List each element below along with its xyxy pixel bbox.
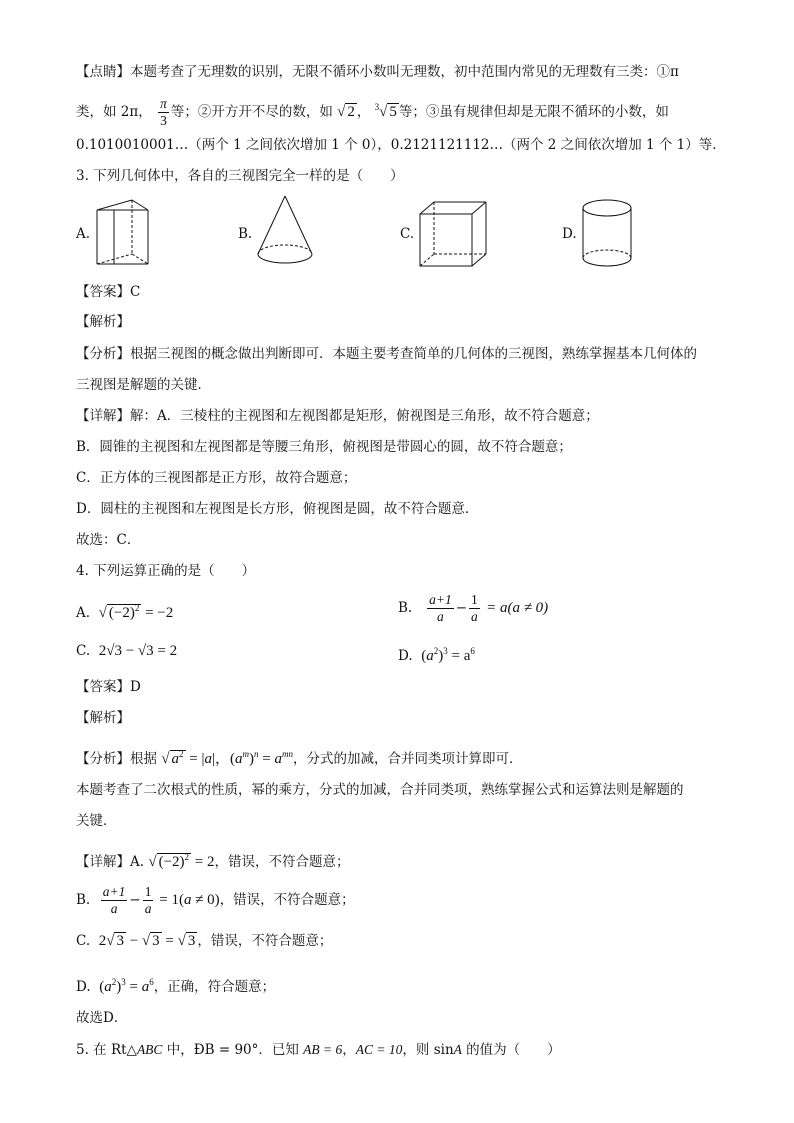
note-text-a: 类，如 2π， [76, 104, 152, 120]
q3-option-d-label: D. [562, 226, 577, 242]
q3-detail-d: D．圆柱的主视图和左视图是长方形，俯视图是圆，故不符合题意． [76, 501, 479, 517]
q4-analysis-label: 【解析】 [76, 710, 130, 726]
question-3-stem: 3. 下列几何体中，各自的三视图完全一样的是（ ） [76, 168, 404, 184]
q4-detail-b: B. $\frac{a+1}{a}$ − $\frac{1}{a}$ = 1(a ≠ 0)，错误，不符合题意； [76, 884, 355, 916]
question-5-stem: 5. 在 Rt△ABC 中，ÐB = 90°．已知 AB = 6，AC = 10，则 sinA 的值为（ ） [76, 1042, 561, 1058]
note-line-1 [76, 62, 679, 82]
q3-option-b-label: B. [238, 226, 253, 242]
q4-option-b: B. $\frac{a+1}{a}$ − $\frac{1}{a}$ = a(a ≠ 0) [398, 592, 549, 624]
q3-answer: 【答案】C [76, 284, 141, 300]
q3-detail-b: B．圆锥的主视图和左视图都是等腰三角形，俯视图是带圆心的圆，故不符合题意； [76, 439, 572, 455]
note-bracket: 【点睛】 [76, 64, 130, 80]
question-4-stem: 4. 下列运算正确的是（ ） [76, 563, 256, 579]
cbrt-5: $^3$√ 5 [374, 102, 397, 120]
note-text-c: 等；③虽有规律但却是无限不循环的小数，如 [398, 104, 669, 120]
q4-detail-a: 【详解】A. √ $(-2)^2 = 2$，错误，不符合题意； [76, 852, 350, 870]
q3-detail-c: C．正方体的三视图都是正方形，故符合题意； [76, 470, 357, 486]
q4-option-a: A. √ $(-2)^2 = -2$ [76, 603, 174, 621]
triangular-prism-figure [92, 196, 154, 268]
q3-conclusion: 故选：C． [76, 532, 141, 548]
q4-summary-2: 关键． [76, 813, 117, 829]
q3-option-a-label: A. [76, 226, 91, 242]
note-text-b: 等；②开方开不尽的数，如 [170, 104, 333, 120]
sqrt-2: √ 2 [337, 104, 355, 120]
q4-fenxi: 【分析】根据 √ $a^2 = |a|$，$(a^m)^n = a^{mn}$，分式的加减，合并同类项计算即可． [76, 749, 523, 767]
q4-summary-1: 本题考查了二次根式的性质，幂的乘方，分式的加减，合并同类项，熟练掌握公式和运算法则是解题的 [76, 782, 684, 798]
note-line-3: 0.1010010001…（两个 1 之间依次增加 1 个 0），0.2121121112…（两个 2 之间依次增加 1 个 1）等． [76, 137, 726, 153]
q4-conclusion: 故选D． [76, 1010, 128, 1026]
q3-fenxi: 【分析】根据三视图的概念做出判断即可．本题主要考查简单的几何体的三视图，熟练掌握基本几何体的 [76, 346, 697, 362]
q4-option-c: C. 2√3 − √3 = 2 [76, 643, 178, 659]
q3-analysis-label: 【解析】 [76, 314, 130, 330]
fraction-pi-over-3: $\frac{\pi}{3}$ [160, 96, 167, 128]
q3-option-c-label: C. [400, 226, 415, 242]
q4-option-d: D. $(a^2)^3 = a^6$ [398, 646, 475, 664]
q4-detail-c: C. 2√ 3 − √ 3 = √ 3 ，错误，不符合题意； [76, 933, 333, 949]
note-line-2: 类，如 2π， $\frac{\pi}{3}$ 等；②开方开不尽的数，如 √ 2 ， $^3$√ 5 等；③虽有规律但却是无限不循环的小数，如 [76, 96, 669, 128]
q4-detail-d: D. $(a^2)^3 = a^6$，正确，符合题意； [76, 977, 276, 995]
cylinder-figure [580, 196, 636, 272]
cone-figure [254, 192, 316, 272]
cube-figure [416, 198, 488, 270]
q4-answer: 【答案】D [76, 679, 141, 695]
q3-detail-a: 【详解】解：A．三棱柱的主视图和左视图都是矩形，俯视图是三角形，故不符合题意； [76, 408, 599, 424]
q3-fenxi-2: 三视图是解题的关键． [76, 377, 211, 393]
note-text: 本题考查了无理数的识别，无限不循环小数叫无理数，初中范围内常见的无理数有三类：①π [130, 64, 679, 80]
